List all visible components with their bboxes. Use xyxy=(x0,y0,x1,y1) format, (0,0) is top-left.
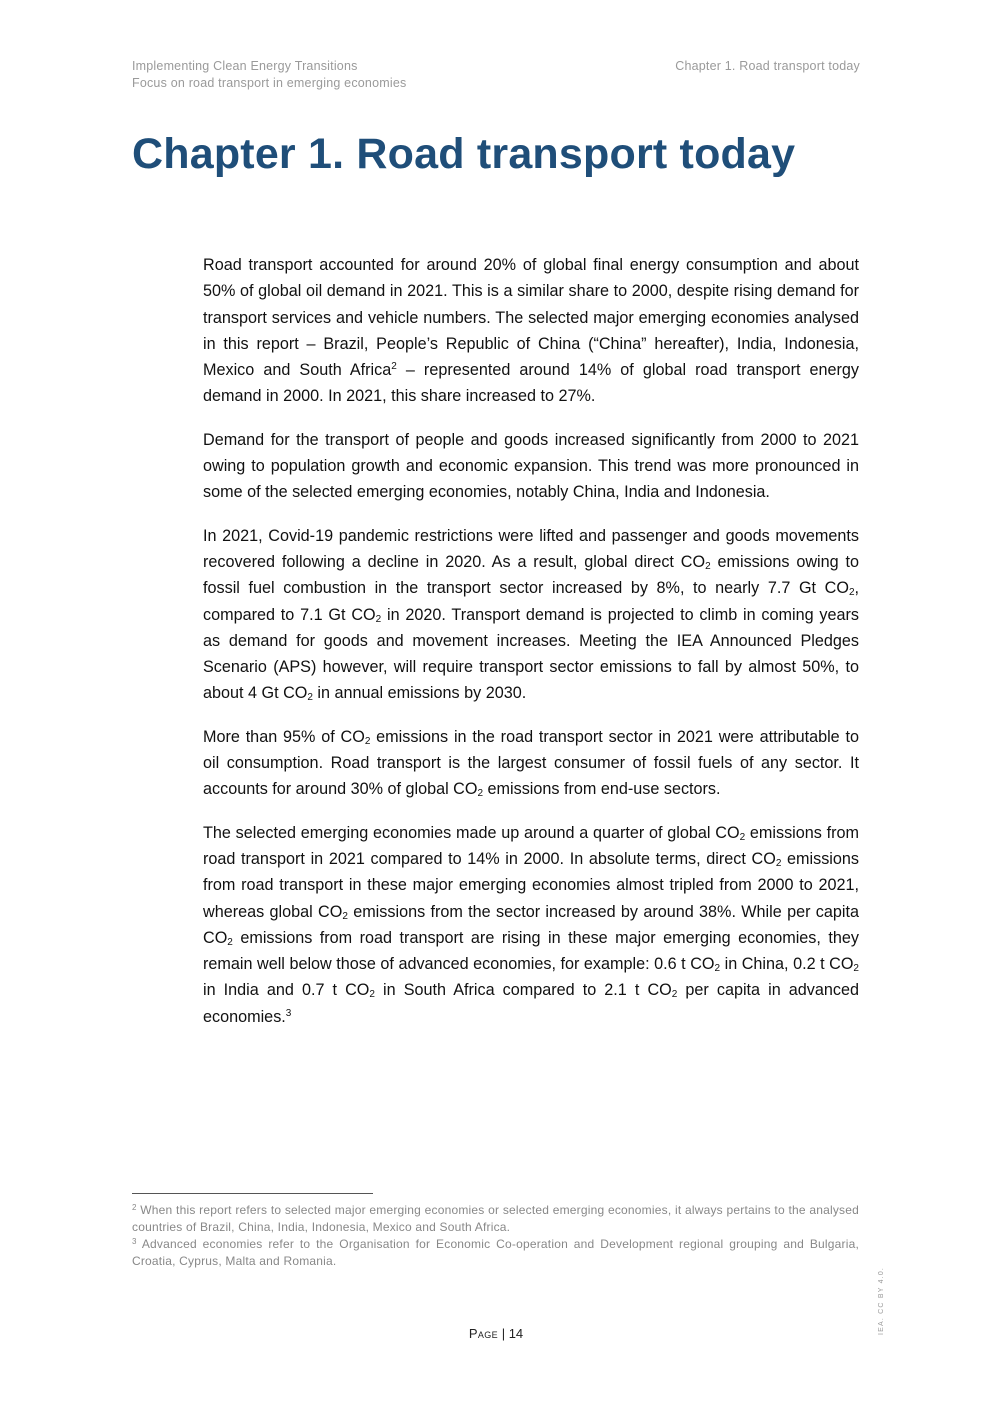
header-report-subtitle: Focus on road transport in emerging economies xyxy=(132,76,407,90)
paragraph-2: Demand for the transport of people and goods increased significantly from 2000 to 2021 owing to population growth and economic expansion. This trend was more pronounced in some of the selected emerging economies, notably China, India and Indonesia. xyxy=(203,430,859,502)
footnote-2: $^2$ When this report refers to selected major emerging economies or selected emerging economies, it always pertains to the analysed countries of Brazil, China, India, Indonesia, Mexico and South Africa. xyxy=(132,1203,859,1234)
header-report-title: Implementing Clean Energy Transitions xyxy=(132,59,358,73)
license-credit: IEA. CC BY 4.0. xyxy=(878,1266,885,1335)
header-chapter-title: Chapter 1. Road transport today xyxy=(675,59,860,73)
body-text xyxy=(203,252,859,1047)
page-number: Page | 14 xyxy=(468,1326,524,1341)
chapter-title: Chapter 1. Road transport today xyxy=(132,130,796,178)
running-header-right xyxy=(675,58,860,75)
paragraph-5: The selected emerging economies made up around a quarter of global $CO_2$ emissions from road transport in 2021 compared to 14% in 2000. In absolute terms, direct $CO_2$ emissions from road transport in these major emerging economies almost tripled from 2000 to 2021, whereas global $CO_2$ emissions from the sector increased by around 38%. While per capita $CO_2$ emissions from road transport are rising in these major emerging economies, they remain well below those of advanced economies, for example: 0.6 t $CO_2$ in China, 0.2 t $CO_2$ in India and 0.7 t $CO_2$ in South Africa compared to 2.1 t $CO_2$ per capita in advanced economies.$^3$ xyxy=(203,823,860,1026)
paragraph-1: Road transport accounted for around 20% of global final energy consumption and about 50% of global oil demand in 2021. This is a similar share to 2000, despite rising demand for transport services and vehicle numbers. The selected major emerging economies analysed in this report – Brazil, People’s Republic of China (“China” hereafter), India, Indonesia, Mexico and South Africa$^2$ – represented around 14% of global road transport energy demand in 2000. In 2021, this share increased to 27%. xyxy=(203,256,860,406)
footnote-ref-3[interactable]: 3 xyxy=(285,1007,292,1019)
footnote-divider xyxy=(132,1193,373,1194)
footnote-3: $^3$ Advanced economies refer to the Organisation for Economic Co-operation and Development regional grouping and Bulgaria, Croatia, Cyprus, Malta and Romania. xyxy=(132,1237,859,1268)
footnote-ref-2[interactable]: 2 xyxy=(391,361,397,373)
paragraph-4: More than 95% of $CO_2$ emissions in the road transport sector in 2021 were attributable to oil consumption. Road transport is the largest consumer of fossil fuels of any sector. It accounts for around 30% of global $CO_2$ emissions from end-use sectors. xyxy=(203,727,859,800)
footnotes xyxy=(132,1202,859,1270)
running-header-left xyxy=(132,58,406,92)
paragraph-3: In 2021, Covid-19 pandemic restrictions were lifted and passenger and goods movements recovered following a decline in 2020. As a result, global direct $CO_2$ emissions owing to fossil fuel combustion in the transport sector increased by 8%, to nearly 7.7 Gt $CO_2$, compared to 7.1 Gt $CO_2$ in 2020. Transport demand is projected to climb in coming years as demand for goods and movement increases. Meeting the IEA Announced Pledges Scenario (APS) however, will require transport sector emissions to fall by almost 50%, to about 4 Gt $CO_2$ in annual emissions by 2030. xyxy=(203,526,859,704)
